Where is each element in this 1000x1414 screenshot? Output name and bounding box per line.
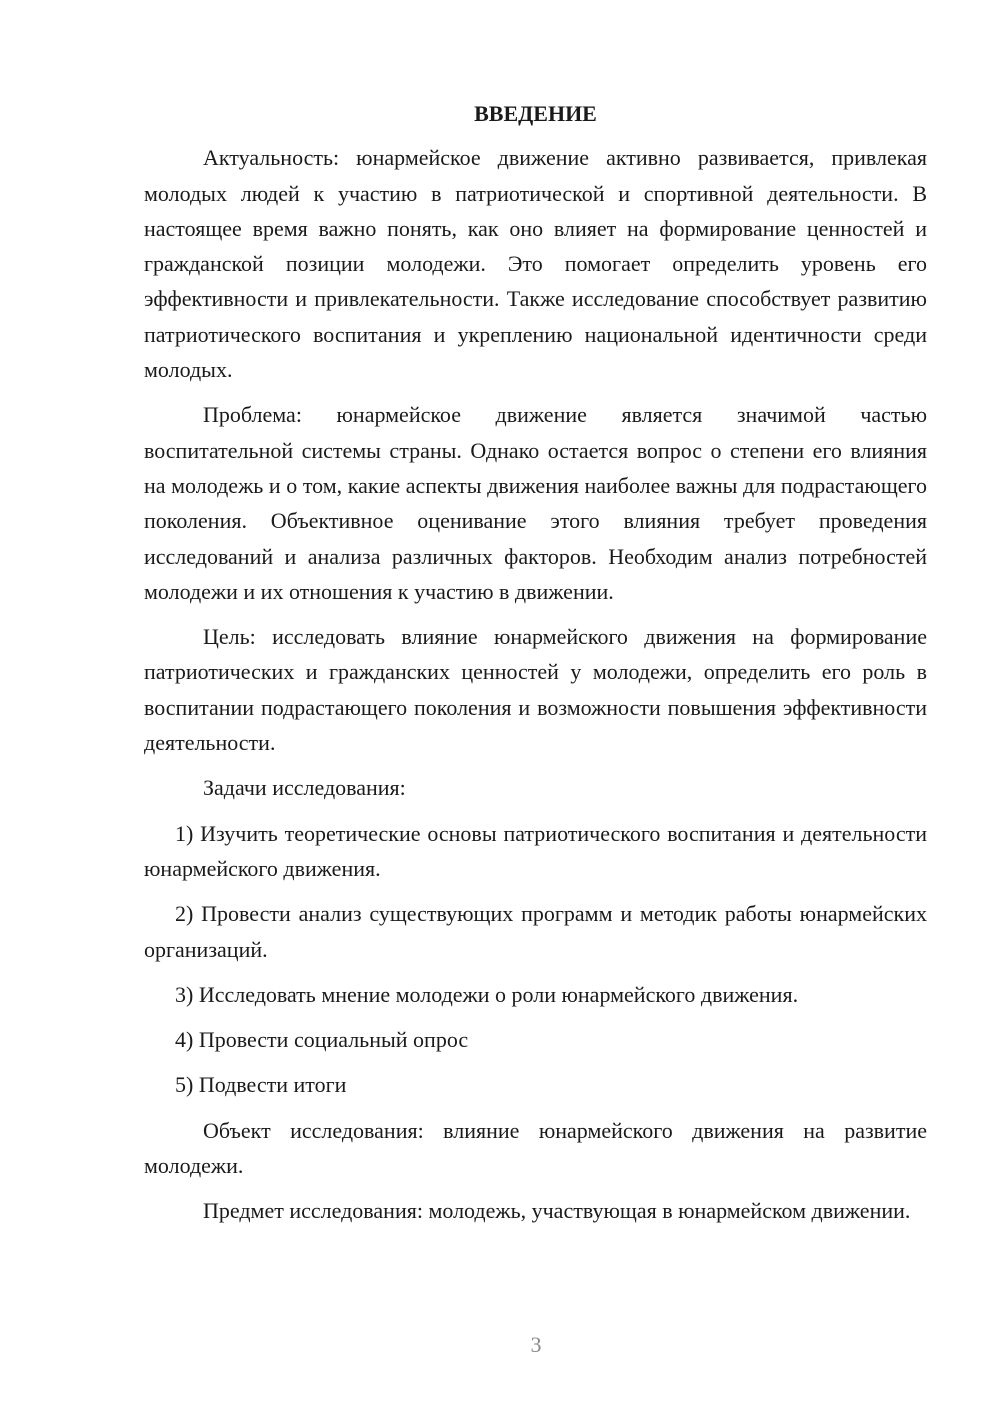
paragraph-subject: Предмет исследования: молодежь, участвующая в юнармейском движении.	[203, 1198, 911, 1224]
task-item-5: 5) Подвести итоги	[175, 1072, 347, 1098]
task-item-2: 2) Провести анализ существующих программ и методик работы юнармейских организаций.	[144, 901, 927, 962]
page-content	[144, 96, 927, 1239]
page-title: ВВЕДЕНИЕ	[474, 101, 597, 126]
task-item-1: 1) Изучить теоретические основы патриотического воспитания и деятельности юнармейского движения.	[144, 820, 927, 881]
page-number: 3	[530, 1332, 542, 1357]
task-item-4: 4) Провести социальный опрос	[175, 1027, 469, 1053]
paragraph-goal: Цель: исследовать влияние юнармейского движения на формирование патриотических и гражданских ценностей у молодежи, определить его роль в воспитании подрастающего поколения и возможности повышения эффективности деятельности.	[144, 624, 927, 756]
paragraph-problem: Проблема: юнармейское движение является значимой частью воспитательной системы страны. Однако остается вопрос о степени его влияния на молодежь и о том, какие аспекты движения наиболее важны для подрастающего поколения. Объективное оценивание этого влияния требует проведения исследований и анализа различных факторов. Необходим анализ потребностей молодежи и их отношения к участию в движении.	[144, 402, 927, 604]
tasks-heading: Задачи исследования:	[203, 775, 406, 801]
paragraph-relevance: Актуальность: юнармейское движение активно развивается, привлекая молодых людей к участию в патриотической и спортивной деятельности. В настоящее время важно понять, как оно влияет на формирование ценностей и гражданской позиции молодежи. Это помогает определить уровень его эффективности и привлекательности. Также исследование способствует развитию патриотического воспитания и укреплению национальной идентичности среди молодых.	[144, 145, 927, 383]
task-item-3: 3) Исследовать мнение молодежи о роли юнармейского движения.	[175, 981, 799, 1007]
paragraph-object: Объект исследования: влияние юнармейского движения на развитие молодежи.	[144, 1117, 927, 1179]
